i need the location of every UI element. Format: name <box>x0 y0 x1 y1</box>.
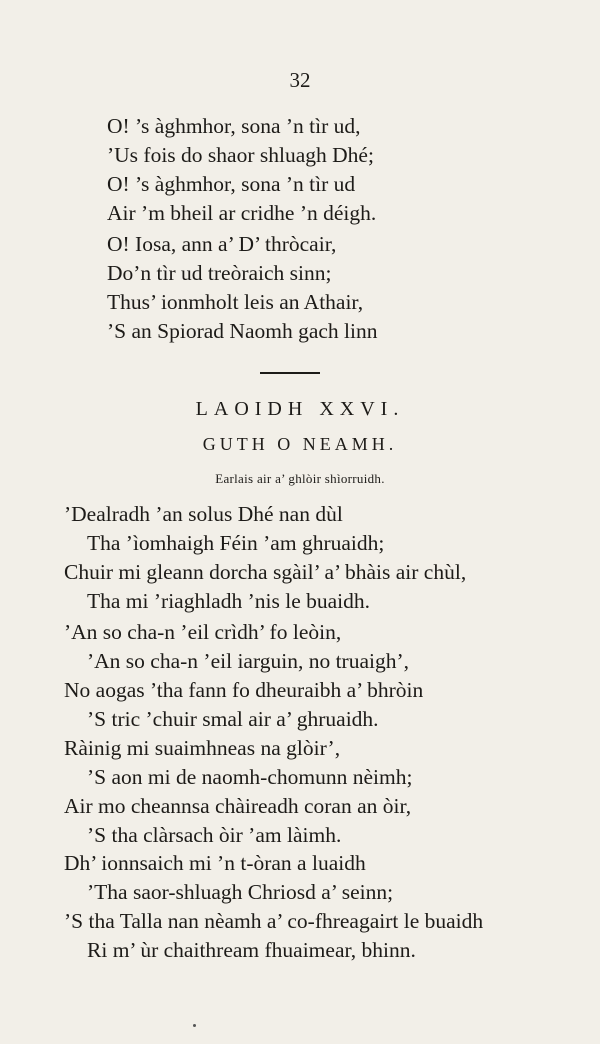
hymn-stanza-4 <box>0 849 600 965</box>
verse-line: O! Iosa, ann a’ D’ thròcair, <box>107 232 337 256</box>
verse-line: ’S aon mi de naomh-chomunn nèimh; <box>87 765 413 789</box>
verse-line: ’S tric ’chuir smal air a’ ghruaidh. <box>87 707 379 731</box>
verse-line: ’S tha clàrsach òir ’am làimh. <box>87 823 342 847</box>
verse-line: No aogas ’tha fann fo dheuraibh a’ bhròin <box>64 678 424 702</box>
verse-line: ’An so cha-n ’eil iarguin, no truaigh’, <box>87 649 410 673</box>
verse-line: Tha mi ’riaghladh ’nis le buaidh. <box>87 589 371 613</box>
verse-line: Chuir mi gleann dorcha sgàil’ a’ bhàis air chùl, <box>64 560 467 584</box>
verse-line: Ràinig mi suaimhneas na glòir’, <box>64 736 341 760</box>
hymn-stanza-1 <box>0 500 600 616</box>
verse-line: ’Tha saor-shluagh Chriosd a’ seinn; <box>87 880 394 904</box>
top-stanza-2 <box>0 230 600 346</box>
verse-line: ’S an Spiorad Naomh gach linn <box>107 319 378 343</box>
hymn-title: LAOIDH XXVI. <box>195 398 405 420</box>
verse-line: Air mo cheannsa chàireadh coran an òir, <box>64 794 412 818</box>
verse-line: O! ’s àghmhor, sona ’n tìr ud <box>107 172 356 196</box>
hymn-stanza-3 <box>0 734 600 850</box>
verse-line: Ri m’ ùr chaithream fhuaimear, bhinn. <box>87 938 416 962</box>
verse-line: ’S tha Talla nan nèamh a’ co-fhreagairt le buaidh <box>64 909 484 933</box>
verse-line: ’Dealradh ’an solus Dhé nan dùl <box>64 502 343 526</box>
verse-line: Do’n tìr ud treòraich sinn; <box>107 261 332 285</box>
hymn-stanza-2 <box>0 618 600 734</box>
verse-line: O! ’s àghmhor, sona ’n tìr ud, <box>107 114 361 138</box>
verse-line: ’Us fois do shaor shluagh Dhé; <box>107 143 374 167</box>
top-stanza-1 <box>0 112 600 228</box>
page-number: 32 <box>289 68 311 92</box>
paper-speck <box>193 1024 196 1027</box>
verse-line: Dh’ ionnsaich mi ’n t-òran a luaidh <box>64 851 366 875</box>
verse-line: Air ’m bheil ar cridhe ’n déigh. <box>107 201 377 225</box>
tune-name: Earlais air a’ ghlòir shìorruidh. <box>215 471 385 486</box>
verse-line: ’An so cha-n ’eil crìdh’ fo leòin, <box>64 620 342 644</box>
verse-line: Tha ’ìomhaigh Féin ’am ghruaidh; <box>87 531 385 555</box>
hymn-subtitle: GUTH O NEAMH. <box>202 434 398 454</box>
verse-line: Thus’ ionmholt leis an Athair, <box>107 290 364 314</box>
section-divider <box>260 372 320 374</box>
